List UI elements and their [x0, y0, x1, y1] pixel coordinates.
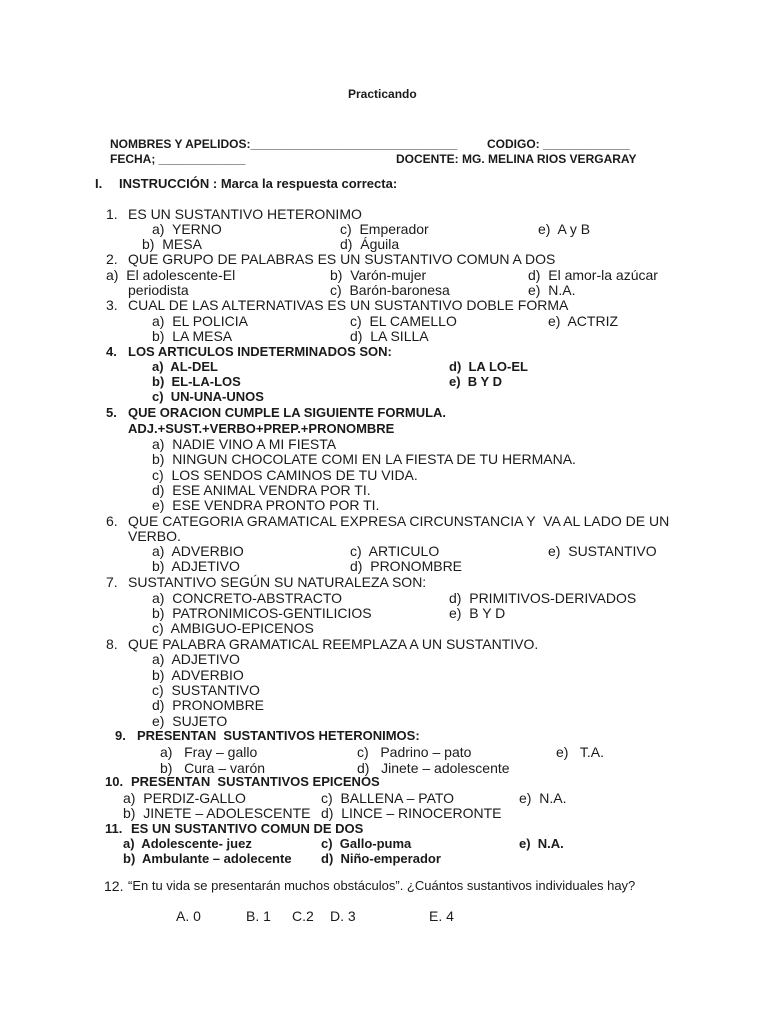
- option-b: b) LA MESA: [152, 328, 233, 344]
- question-number: 9.: [115, 728, 126, 743]
- question-number: 1.: [106, 206, 118, 222]
- option-a-continued: periodista: [128, 282, 189, 298]
- option-d: d) ESE ANIMAL VENDRA POR TI.: [152, 482, 371, 498]
- option-c: c) LOS SENDOS CAMINOS DE TU VIDA.: [152, 467, 418, 483]
- option-b: b) ADJETIVO: [152, 558, 240, 574]
- option-e: e) B Y D: [449, 605, 506, 621]
- option-d: d) Águila: [340, 236, 400, 252]
- option-a: a) Fray – gallo: [160, 744, 258, 760]
- question-text: SUSTANTIVO SEGÚN SU NATURALEZA SON:: [128, 574, 427, 590]
- codigo-field: CODIGO: _____________: [487, 137, 630, 151]
- option-b: b) ADVERBIO: [152, 667, 244, 683]
- option-a: a) CONCRETO-ABSTRACTO: [152, 590, 343, 606]
- option-d: d) PRONOMBRE: [350, 558, 463, 574]
- option-b: b) EL-LA-LOS: [152, 374, 241, 389]
- question-text-continued: VERBO.: [128, 528, 181, 544]
- option-d: d) LA LO-EL: [449, 359, 528, 374]
- option-d: d) LINCE – RINOCERONTE: [321, 805, 502, 821]
- option-a: a) ADVERBIO: [152, 543, 244, 559]
- option-e: E. 4: [429, 908, 454, 924]
- option-e: e) ESE VENDRA PRONTO POR TI.: [152, 497, 380, 513]
- option-d: D. 3: [330, 908, 356, 924]
- option-e: e) T.A.: [556, 744, 604, 760]
- option-c: C.2: [292, 908, 314, 924]
- option-c: c) UN-UNA-UNOS: [152, 389, 264, 404]
- question-number: 6.: [106, 513, 118, 529]
- option-a: a) ADJETIVO: [152, 651, 240, 667]
- question-number: 7.: [106, 574, 118, 590]
- option-d: d) Niño-emperador: [321, 851, 441, 866]
- option-c: c) ARTICULO: [350, 543, 440, 559]
- question-text: CUAL DE LAS ALTERNATIVAS ES UN SUSTANTIVO DOBLE FORMA: [128, 297, 569, 313]
- option-d: d) El amor-la azúcar: [528, 267, 658, 283]
- question-number: 12.: [104, 878, 124, 894]
- question-text: PRESENTAN SUSTANTIVOS EPICENOS: [131, 774, 380, 789]
- question-number: 3.: [106, 297, 118, 313]
- option-d: d) LA SILLA: [350, 328, 429, 344]
- option-b: b) Cura – varón: [160, 760, 266, 776]
- question-text: PRESENTAN SUSTANTIVOS HETERONIMOS:: [137, 728, 420, 743]
- question-text: QUE ORACION CUMPLE LA SIGUIENTE FORMULA.: [128, 405, 447, 420]
- option-e: e) ACTRIZ: [548, 313, 619, 329]
- option-c: c) SUSTANTIVO: [152, 682, 260, 698]
- question-number: 5.: [106, 405, 117, 420]
- option-a: a) PERDIZ-GALLO: [123, 790, 246, 806]
- option-a: a) El adolescente-El: [106, 267, 236, 283]
- option-b: b) NINGUN CHOCOLATE COMI EN LA FIESTA DE TU HERMANA.: [152, 451, 576, 467]
- option-e: e) N.A.: [519, 790, 567, 806]
- question-text: “En tu vida se presentarán muchos obstáculos”. ¿Cuántos sustantivos individuales hay?: [128, 878, 636, 893]
- option-c: c) EL CAMELLO: [350, 313, 457, 329]
- nombres-field: NOMBRES Y APELIDOS:_______________________________: [110, 137, 458, 151]
- option-a: a) Adolescente- juez: [123, 836, 252, 851]
- option-c: c) AMBIGUO-EPICENOS: [152, 620, 314, 636]
- page-title: Practicando: [348, 87, 417, 101]
- option-c: c) Gallo-puma: [321, 836, 412, 851]
- question-number: 4.: [106, 344, 117, 359]
- docente-field: DOCENTE: MG. MELINA RIOS VERGARAY: [396, 152, 637, 166]
- question-text: LOS ARTICULOS INDETERMINADOS SON:: [128, 344, 392, 359]
- option-b: b) MESA: [142, 236, 202, 252]
- option-c: c) Emperador: [340, 221, 429, 237]
- option-a: a) NADIE VINO A MI FIESTA: [152, 436, 337, 452]
- option-c: c) Padrino – pato: [357, 744, 472, 760]
- option-e: e) SUSTANTIVO: [548, 543, 657, 559]
- option-e: e) A y B: [538, 221, 591, 237]
- option-b: b) Varón-mujer: [330, 267, 427, 283]
- option-e: e) SUJETO: [152, 713, 228, 729]
- option-b: b) PATRONIMICOS-GENTILICIOS: [152, 605, 372, 621]
- question-number: 2.: [106, 251, 118, 267]
- option-a: a) EL POLICIA: [152, 313, 248, 329]
- question-number: 8.: [106, 636, 118, 652]
- option-a: a) AL-DEL: [152, 359, 218, 374]
- option-d: d) PRIMITIVOS-DERIVADOS: [449, 590, 637, 606]
- option-e: e) B Y D: [449, 374, 502, 389]
- question-number: 11.: [105, 821, 123, 836]
- option-e: e) N.A.: [528, 282, 576, 298]
- instruction-number: I.: [95, 176, 103, 191]
- fecha-field: FECHA; _____________: [110, 152, 246, 166]
- option-b: b) Ambulante – adolecente: [123, 851, 292, 866]
- question-text: QUE CATEGORIA GRAMATICAL EXPRESA CIRCUNSTANCIA Y VA AL LADO DE UN: [128, 513, 670, 529]
- question-text: QUE PALABRA GRAMATICAL REEMPLAZA A UN SUSTANTIVO.: [128, 636, 539, 652]
- question-text: ES UN SUSTANTIVO COMUN DE DOS: [131, 821, 364, 836]
- question-number: 10.: [105, 774, 124, 789]
- option-d: d) Jinete – adolescente: [357, 760, 510, 776]
- option-b: B. 1: [246, 908, 271, 924]
- question-text: ES UN SUSTANTIVO HETERONIMO: [128, 206, 362, 222]
- option-b: b) JINETE – ADOLESCENTE: [123, 805, 311, 821]
- option-c: c) BALLENA – PATO: [321, 790, 455, 806]
- formula: ADJ.+SUST.+VERBO+PREP.+PRONOMBRE: [128, 421, 395, 436]
- option-e: e) N.A.: [519, 836, 564, 851]
- option-d: d) PRONOMBRE: [152, 697, 265, 713]
- question-text: QUE GRUPO DE PALABRAS ES UN SUSTANTIVO COMUN A DOS: [128, 251, 556, 267]
- option-a: A. 0: [176, 908, 201, 924]
- option-c: c) Barón-baronesa: [330, 282, 450, 298]
- option-a: a) YERNO: [152, 221, 222, 237]
- instruction-text: INSTRUCCIÓN : Marca la respuesta correcta:: [119, 176, 398, 191]
